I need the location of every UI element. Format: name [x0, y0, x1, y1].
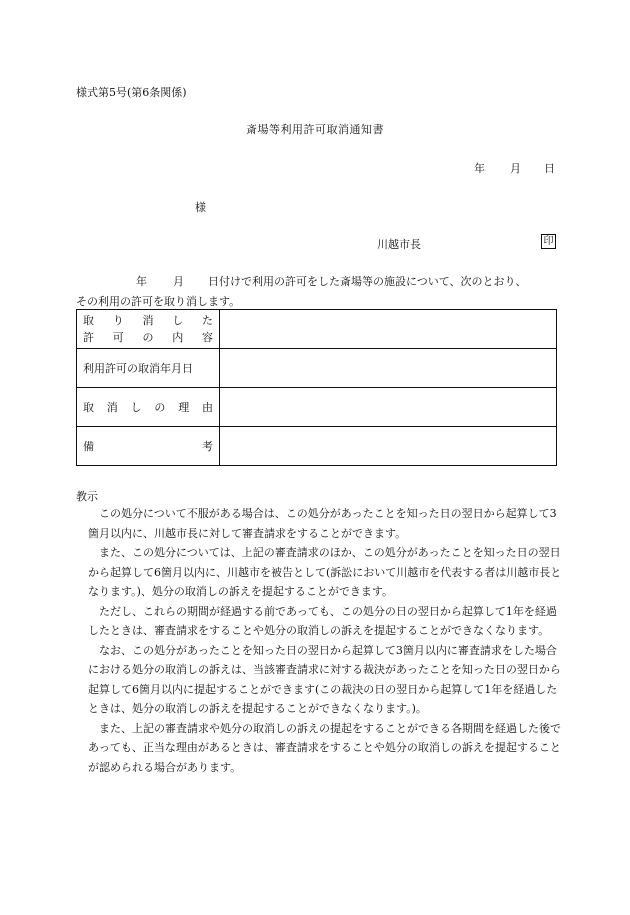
label-revocation-date — [77, 349, 220, 388]
label-char: 可 — [112, 331, 124, 344]
notice-paragraph: この処分について不服がある場合は、この処分があったことを知った日の翌日から起算して3箇月以内に、川越市長に対して審査請求をすることができます。 — [88, 507, 557, 540]
value-revocation-reason[interactable] — [220, 388, 557, 427]
label-char: 備 — [83, 439, 94, 453]
notice-paragraph: また、この処分については、上記の審査請求のほか、この処分があったことを知った日の翌日から起算して6箇月以内に、川越市を被告として(訴訟において川越市を代表する者は川越市長となります。)、処分の取消しの訴えを提起することができます。 — [88, 546, 562, 598]
document-title: 斎場等利用許可取消通知書 — [246, 123, 384, 136]
date-year-label: 年 — [474, 162, 485, 175]
date-month-label: 月 — [510, 162, 521, 175]
label-char: し — [172, 314, 184, 327]
label-char: の — [142, 331, 154, 344]
notice-heading: 教示 — [76, 490, 98, 503]
label-char: 取 — [83, 400, 94, 414]
intro-line1: 日付けで利用の許可をした斎場等の施設について、次のとおり、 — [208, 275, 527, 288]
table-row-remarks — [77, 427, 557, 466]
value-remarks[interactable] — [220, 427, 557, 466]
info-table — [76, 309, 557, 466]
label-char: の — [154, 400, 166, 414]
value-revoked-permit[interactable] — [220, 310, 557, 349]
seal-mark: 印 — [541, 234, 556, 249]
label-remarks — [77, 427, 220, 466]
addressee-suffix: 様 — [195, 201, 206, 214]
intro-line2: その利用の許可を取り消します。 — [76, 295, 241, 308]
form-number: 様式第5号(第6条関係) — [76, 86, 187, 99]
intro-month: 月 — [173, 275, 184, 288]
label-char: 理 — [178, 400, 190, 414]
label-char: た — [202, 314, 213, 327]
table-row-revoked-permit — [77, 310, 557, 349]
label-revocation-reason — [77, 388, 220, 427]
label-char: り — [112, 314, 124, 327]
notice-body — [76, 498, 562, 777]
label-char: 消 — [106, 400, 118, 414]
label-char: 考 — [202, 439, 213, 453]
label-char: し — [130, 400, 142, 414]
table-row-revocation-date — [77, 349, 557, 388]
table-row-revocation-reason — [77, 388, 557, 427]
intro-year: 年 — [136, 275, 147, 288]
issuer-name: 川越市長 — [377, 238, 421, 251]
label-text: 利用許可の取消年月日 — [83, 362, 193, 375]
intro-paragraph — [76, 272, 560, 312]
notice-paragraph: ただし、これらの期間が経過する前であっても、この処分の日の翌日から起算して1年を経過したときは、審査請求をすることや処分の取消しの訴えを提起することができなくなります。 — [88, 604, 557, 637]
notice-paragraph: なお、この処分があったことを知った日の翌日から起算して3箇月以内に審査請求をした場合における処分の取消しの訴えは、当該審査請求に対する裁決があったことを知った日の翌日から起算して6箇月以内に提起することができます(この裁決の日の翌日から起算して1年を経過したときは、処分の取消しの訴えを提起することができなくなります。)。 — [88, 643, 561, 715]
date-day-label: 日 — [544, 162, 555, 175]
label-char: 由 — [201, 400, 213, 414]
value-revocation-date[interactable] — [220, 349, 557, 388]
label-revoked-permit — [77, 310, 220, 349]
label-char: 内 — [172, 331, 184, 344]
label-char: 取 — [83, 314, 94, 327]
label-char: 消 — [142, 314, 154, 327]
notice-paragraph: また、上記の審査請求や処分の取消しの訴えの提起をすることができる各期間を経過した後であっても、正当な理由があるときは、審査請求をすることや処分の取消しの訴えを提起することが認められる場合があります。 — [88, 721, 561, 774]
label-char: 容 — [202, 331, 213, 344]
label-char: 許 — [83, 331, 94, 344]
